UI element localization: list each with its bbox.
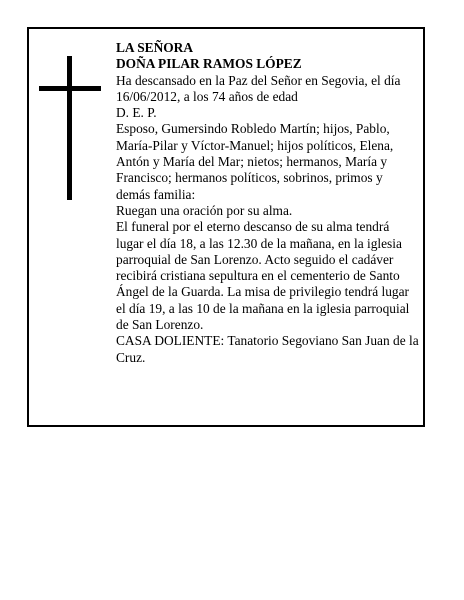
obituary-notice xyxy=(27,27,425,427)
obituary-text xyxy=(116,40,420,366)
cross-horizontal-bar xyxy=(39,86,101,91)
prayer-line: Ruegan una oración por su alma. xyxy=(116,202,293,218)
funeral-line: El funeral por el eterno descanso de su alma tendrá lugar el día 18, a las 12.30 de la mañana, en la iglesia parroquial de San Lorenzo. Acto seguido el cadáver recibirá cristiana sepultura en el cementerio de Santo Ángel de la Guarda. La misa de privilegio tendrá lugar el día 19, a las 10 de la mañana en la iglesia parroquial de San Lorenzo. xyxy=(116,219,410,333)
dep-line: D. E. P. xyxy=(116,105,157,121)
family-line: Esposo, Gumersindo Robledo Martín; hijos, Pablo, María-Pilar y Víctor-Manuel; hijos políticos, Elena, Antón y María del Mar; nietos; hermanos, María y Francisco; hermanos políticos, sobrinos, primos y demás familia: xyxy=(116,121,394,202)
cross-icon xyxy=(39,56,101,200)
casa-doliente-line: CASA DOLIENTE: Tanatorio Segoviano San Juan de la Cruz. xyxy=(116,333,419,365)
deceased-name: DOÑA PILAR RAMOS LÓPEZ xyxy=(116,56,302,72)
death-line: Ha descansado en la Paz del Señor en Segovia, el día 16/06/2012, a los 74 años de edad xyxy=(116,72,401,104)
cross-vertical-bar xyxy=(67,56,72,200)
notice-title: LA SEÑORA xyxy=(116,40,194,55)
